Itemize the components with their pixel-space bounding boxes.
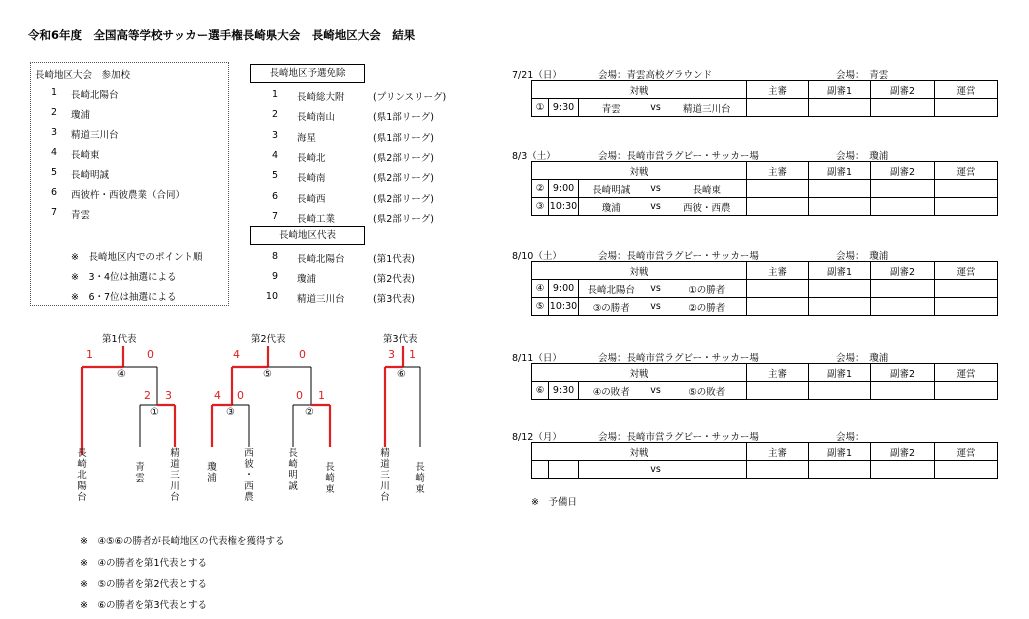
ar1-cell: [809, 99, 871, 117]
header-ar2: 副審2: [871, 81, 935, 99]
table-row: [532, 298, 998, 316]
header-ops: 運営: [935, 81, 998, 99]
kickoff-time: 9:30: [549, 382, 579, 400]
exempt-team: 長崎南: [297, 173, 326, 185]
away-team: 長崎東: [668, 180, 747, 198]
ops-cell: [935, 198, 998, 216]
bracket-team-name: 長 崎 東: [325, 462, 335, 495]
header-ops: 運営: [935, 162, 998, 180]
header-ops: 運営: [935, 364, 998, 382]
ar2-cell: [871, 99, 935, 117]
vs-label: vs: [644, 280, 668, 298]
rep-team: 長崎北陽台: [297, 254, 345, 265]
schedule-venue: 会場：長崎市営ラグビー・サッカー場: [598, 353, 759, 364]
ar2-cell: [871, 198, 935, 216]
rep-label: (第3代表): [373, 294, 415, 305]
exempt-league: (県1部リーグ): [373, 132, 434, 144]
header-ar1: 副審1: [809, 81, 871, 99]
referee-cell: [747, 280, 809, 298]
team-number: 3: [50, 127, 57, 138]
exempt-team: 長崎総大附: [297, 92, 345, 103]
rep-team: 瓊浦: [297, 274, 317, 285]
score: 0: [237, 389, 244, 402]
kickoff-time: 9:00: [549, 280, 579, 298]
ops-venue: 会場： 瓊浦: [836, 251, 889, 262]
ops-cell: [935, 99, 998, 117]
bracket-team-name: 青 雲: [135, 462, 145, 484]
schedule-date: 8/10（土）: [512, 251, 562, 262]
team-number: 1: [50, 87, 57, 98]
team-name: 長崎東: [71, 150, 100, 161]
team-name: 青雲: [71, 210, 91, 221]
kickoff-time: [549, 461, 579, 479]
exempt-number: 4: [271, 149, 278, 161]
match-number: ⑤: [263, 369, 272, 380]
rep-label: (第2代表): [373, 274, 415, 285]
match-number: ④: [532, 280, 549, 298]
score: 4: [214, 389, 221, 402]
score: 3: [165, 389, 172, 402]
header-ar1: 副審1: [809, 443, 871, 461]
page-title: 令和6年度 全国高等学校サッカー選手権長崎県大会 長崎地区大会 結果: [28, 28, 416, 42]
home-team: 青雲: [579, 99, 644, 117]
team-number: 7: [50, 207, 57, 218]
table-header-row: [532, 162, 998, 180]
rep-label-3: 第3代表: [383, 334, 418, 345]
table-row: [532, 99, 998, 117]
score: 1: [318, 389, 325, 402]
bracket-team-name: 西 彼 ・ 西 農: [244, 448, 254, 503]
team-number: 5: [50, 167, 57, 178]
home-team: [579, 461, 644, 479]
bracket-team-name: 精 道 三 川 台: [170, 448, 180, 503]
vs-label: vs: [644, 382, 668, 400]
ops-venue: 会場： 瓊浦: [836, 151, 889, 162]
match-number: ⑤: [532, 298, 549, 316]
ops-cell: [935, 280, 998, 298]
match-number: ④: [117, 369, 126, 380]
header-ar1: 副審1: [809, 364, 871, 382]
match-number: ①: [532, 99, 549, 117]
match-number: [532, 461, 549, 479]
home-team: 瓊浦: [579, 198, 644, 216]
match-number: ②: [532, 180, 549, 198]
header-ar2: 副審2: [871, 364, 935, 382]
rep-number: 9: [271, 271, 278, 282]
home-team: 長崎明誠: [579, 180, 644, 198]
score: 1: [409, 348, 416, 361]
table-header-row: [532, 262, 998, 280]
header-ops: 運営: [935, 262, 998, 280]
header-ar1: 副審1: [809, 162, 871, 180]
ar2-cell: [871, 180, 935, 198]
rep-label-1: 第1代表: [102, 334, 137, 345]
match-table: [531, 363, 998, 400]
exempt-league: (プリンスリーグ): [373, 92, 447, 103]
ar1-cell: [809, 461, 871, 479]
ops-venue: 会場：: [836, 432, 865, 443]
match-number: ③: [532, 198, 549, 216]
rep-number: 10: [265, 291, 278, 302]
exempt-number: 5: [271, 170, 278, 182]
participants-note: ※ 長崎地区内でのポイント順: [71, 252, 203, 263]
kickoff-time: 9:30: [549, 99, 579, 117]
away-team: ①の勝者: [668, 280, 747, 298]
score: 4: [233, 348, 240, 361]
participants-heading: 長崎地区大会 参加校: [35, 70, 131, 81]
referee-cell: [747, 180, 809, 198]
schedule-venue: 会場：青雲高校グラウンド: [598, 70, 713, 81]
kickoff-time: 10:30: [549, 298, 579, 316]
away-team: 精道三川台: [668, 99, 747, 117]
rep-label-2: 第2代表: [251, 334, 286, 345]
bracket-team-name: 長 崎 東: [415, 462, 425, 495]
referee-cell: [747, 298, 809, 316]
representatives-heading: 長崎地区代表: [250, 226, 365, 245]
away-team: [668, 461, 747, 479]
ops-cell: [935, 382, 998, 400]
reserve-note: ※ 予備日: [531, 497, 577, 508]
rep-number: 8: [271, 251, 278, 262]
vs-label: vs: [644, 198, 668, 216]
exempt-team: 長崎工業: [297, 213, 336, 225]
score: 0: [299, 348, 306, 361]
rep-team: 精道三川台: [297, 294, 345, 305]
exempt-league: (県2部リーグ): [373, 213, 434, 225]
schedule-date: 7/21（日）: [512, 70, 562, 81]
referee-cell: [747, 99, 809, 117]
ar1-cell: [809, 180, 871, 198]
exempt-league: (県2部リーグ): [373, 173, 434, 185]
schedule-venue: 会場：長崎市営ラグビー・サッカー場: [598, 251, 759, 262]
exempt-league: (県2部リーグ): [373, 152, 434, 164]
ar1-cell: [809, 280, 871, 298]
ar2-cell: [871, 382, 935, 400]
header-referee: 主審: [747, 262, 809, 280]
vs-label: vs: [644, 461, 668, 479]
home-team: ③の勝者: [579, 298, 644, 316]
table-row: [532, 180, 998, 198]
referee-cell: [747, 382, 809, 400]
schedule-date: 8/12（月）: [512, 432, 562, 443]
team-number: 6: [50, 187, 57, 198]
header-match: 対戦: [532, 162, 747, 180]
schedule-venue: 会場：長崎市営ラグビー・サッカー場: [598, 432, 759, 443]
vs-label: vs: [644, 298, 668, 316]
bracket-team-name: 瓊 浦: [207, 462, 217, 484]
home-team: ④の敗者: [579, 382, 644, 400]
team-name: 長崎明誠: [71, 170, 110, 181]
ops-cell: [935, 461, 998, 479]
rep-label: (第1代表): [373, 254, 415, 265]
score: 0: [147, 348, 154, 361]
participants-note: ※ 6・7位は抽選による: [71, 292, 177, 303]
exempt-league: (県1部リーグ): [373, 112, 434, 124]
exempt-number: 1: [271, 89, 278, 100]
ar2-cell: [871, 280, 935, 298]
header-ops: 運営: [935, 443, 998, 461]
match-number: ⑥: [532, 382, 549, 400]
header-match: 対戦: [532, 364, 747, 382]
table-header-row: [532, 443, 998, 461]
header-ar2: 副審2: [871, 262, 935, 280]
table-row: [532, 280, 998, 298]
header-referee: 主審: [747, 162, 809, 180]
team-number: 2: [50, 107, 57, 118]
team-name: 長崎北陽台: [71, 90, 119, 101]
ops-cell: [935, 298, 998, 316]
away-team: 西彼・西農: [668, 198, 747, 216]
kickoff-time: 9:00: [549, 180, 579, 198]
exempt-team: 長崎北: [297, 152, 326, 164]
match-table: [531, 442, 998, 479]
schedule-venue: 会場：長崎市営ラグビー・サッカー場: [598, 151, 759, 162]
vs-label: vs: [644, 180, 668, 198]
header-referee: 主審: [747, 81, 809, 99]
exempt-league: (県2部リーグ): [373, 193, 434, 205]
exempt-team: 長崎南山: [297, 112, 336, 124]
score: 0: [296, 389, 303, 402]
match-table: [531, 261, 998, 316]
score: 2: [144, 389, 151, 402]
match-table: [531, 80, 998, 117]
exempt-number: 6: [271, 190, 278, 202]
ops-cell: [935, 180, 998, 198]
header-match: 対戦: [532, 443, 747, 461]
exempt-team: 海星: [297, 132, 317, 144]
exempt-number: 3: [271, 129, 278, 141]
score: 3: [388, 348, 395, 361]
away-team: ②の勝者: [668, 298, 747, 316]
participants-note: ※ 3・4位は抽選による: [71, 272, 177, 283]
team-number: 4: [50, 147, 57, 158]
ar1-cell: [809, 298, 871, 316]
header-match: 対戦: [532, 81, 747, 99]
ar1-cell: [809, 382, 871, 400]
header-referee: 主審: [747, 443, 809, 461]
match-number: ①: [150, 407, 159, 418]
ar2-cell: [871, 461, 935, 479]
footer-note: ※ ⑥の勝者を第3代表とする: [80, 600, 208, 611]
match-number: ③: [226, 407, 235, 418]
header-referee: 主審: [747, 364, 809, 382]
table-row: [532, 461, 998, 479]
match-number: ②: [305, 407, 314, 418]
referee-cell: [747, 461, 809, 479]
header-match: 対戦: [532, 262, 747, 280]
schedule-date: 8/3（土）: [512, 151, 556, 162]
exempt-number: 2: [271, 109, 278, 121]
ar2-cell: [871, 298, 935, 316]
home-team: 長崎北陽台: [579, 280, 644, 298]
ops-venue: 会場： 青雲: [836, 70, 889, 81]
table-row: [532, 198, 998, 216]
bracket-team-name: 長 崎 明 誠: [288, 448, 298, 492]
match-table: [531, 161, 998, 216]
team-name: 精道三川台: [71, 130, 119, 141]
team-name: 西彼杵・西彼農業（合同）: [71, 190, 186, 201]
header-ar2: 副審2: [871, 443, 935, 461]
bracket-team-name: 精 道 三 川 台: [380, 448, 390, 503]
ops-venue: 会場： 瓊浦: [836, 353, 889, 364]
team-name: 瓊浦: [71, 110, 91, 121]
bracket-team-name: 長 崎 北 陽 台: [77, 448, 87, 503]
exempt-number: 7: [271, 210, 278, 222]
vs-label: vs: [644, 99, 668, 117]
footer-note: ※ ④の勝者を第1代表とする: [80, 558, 208, 569]
ar1-cell: [809, 198, 871, 216]
table-header-row: [532, 364, 998, 382]
match-number: ⑥: [397, 369, 406, 380]
score: 1: [86, 348, 93, 361]
exempt-heading: 長崎地区予選免除: [250, 64, 365, 83]
footer-note: ※ ⑤の勝者を第2代表とする: [80, 579, 208, 590]
footer-note: ※ ④⑤⑥の勝者が長崎地区の代表権を獲得する: [80, 536, 285, 547]
table-row: [532, 382, 998, 400]
away-team: ⑤の敗者: [668, 382, 747, 400]
header-ar1: 副審1: [809, 262, 871, 280]
schedule-date: 8/11（日）: [512, 353, 562, 364]
referee-cell: [747, 198, 809, 216]
header-ar2: 副審2: [871, 162, 935, 180]
table-header-row: [532, 81, 998, 99]
kickoff-time: 10:30: [549, 198, 579, 216]
exempt-team: 長崎西: [297, 193, 326, 205]
